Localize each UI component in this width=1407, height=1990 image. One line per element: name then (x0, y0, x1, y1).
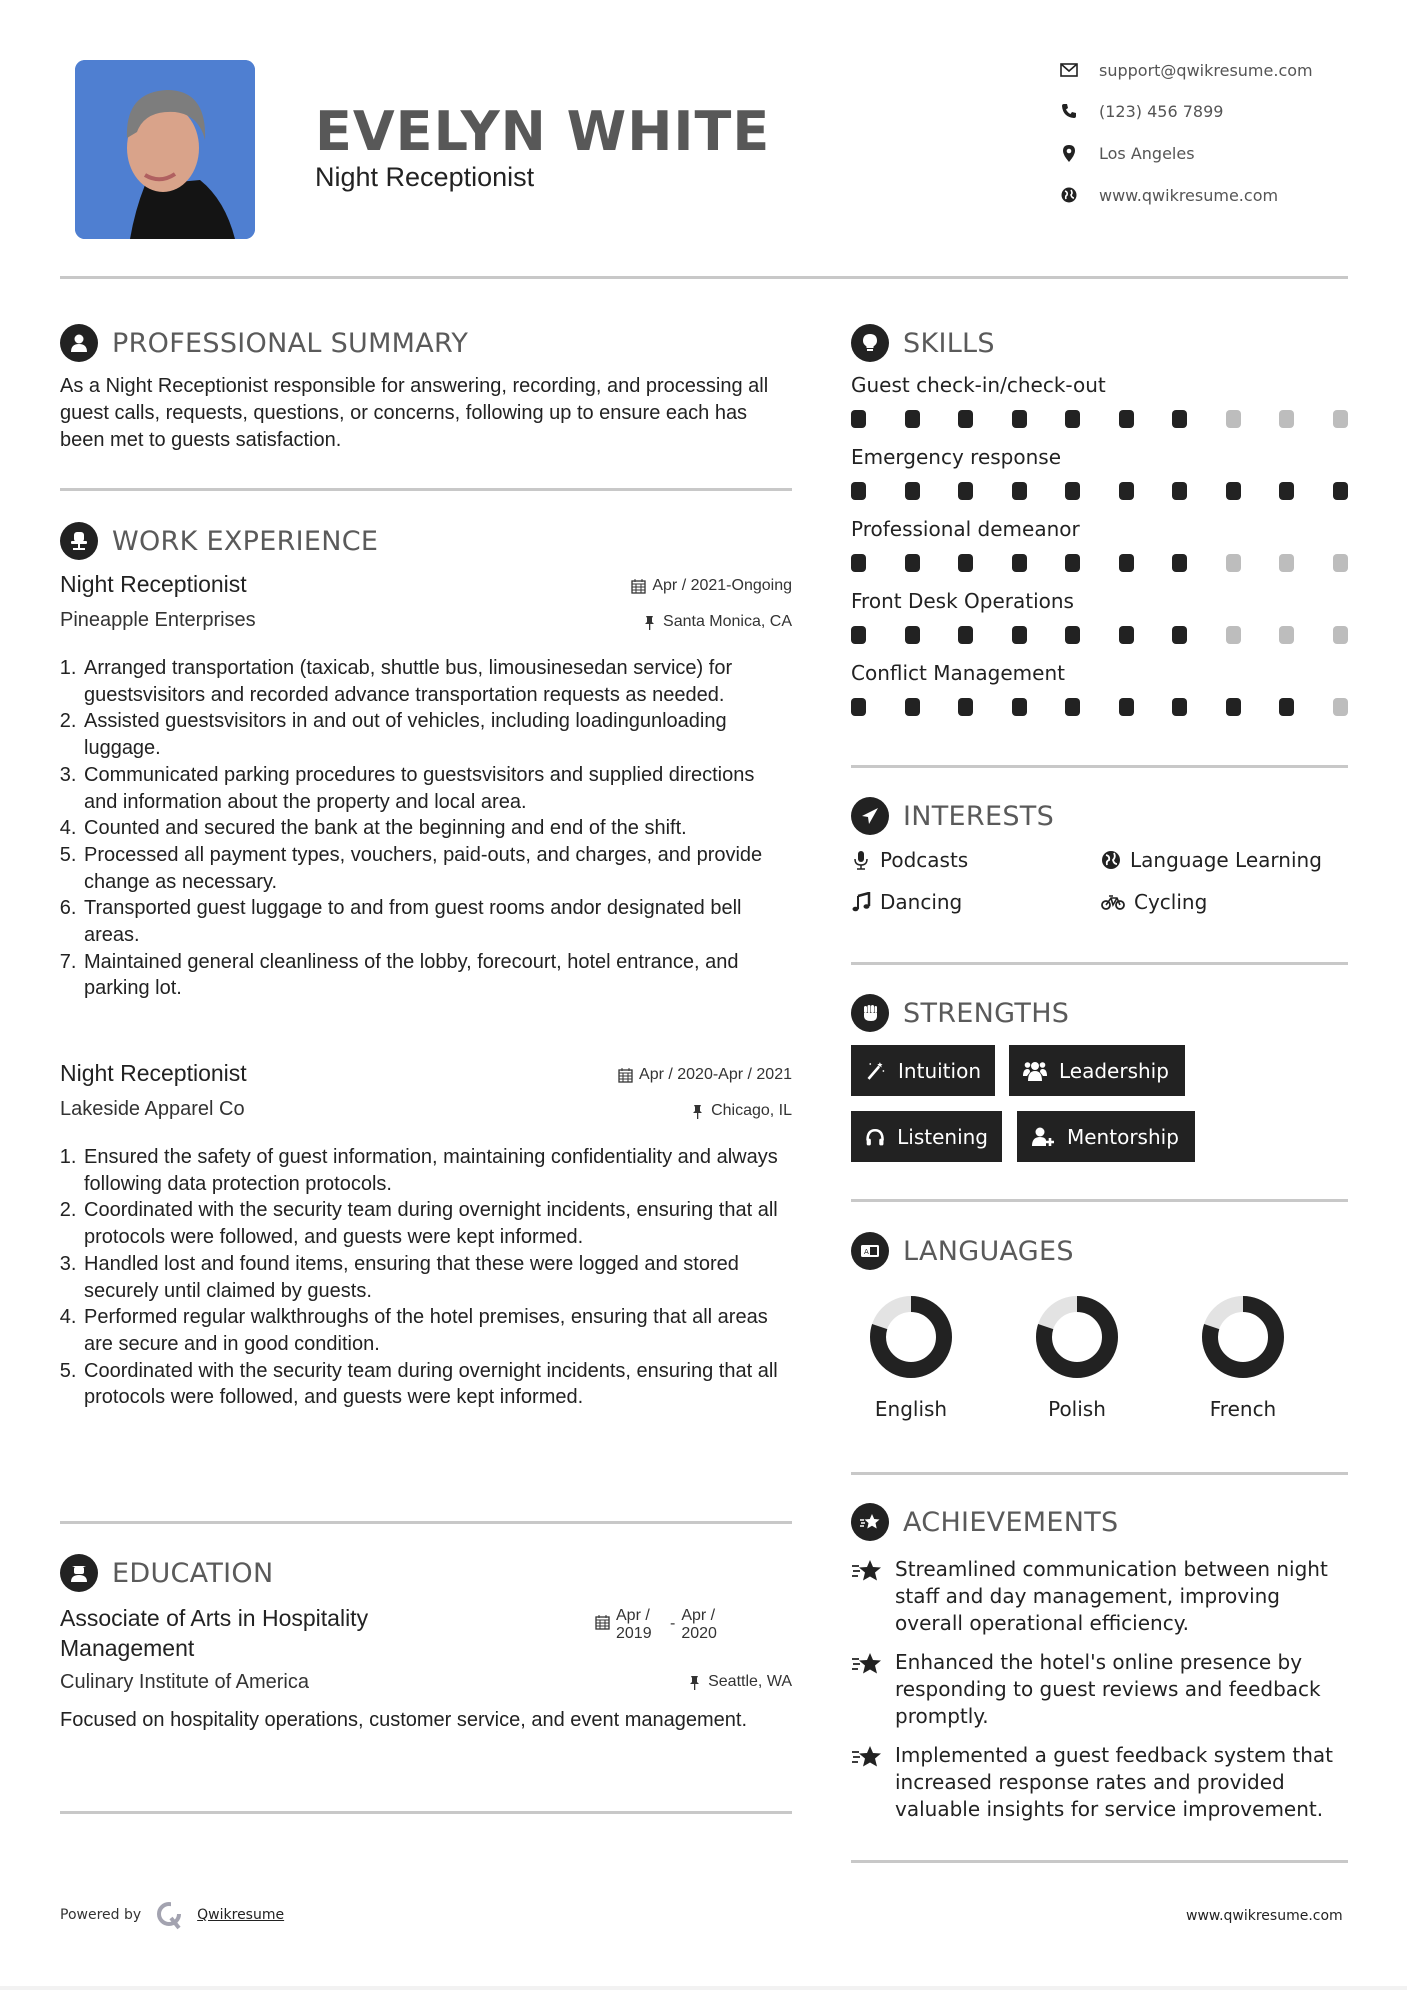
interest-item: Language Learning (1101, 848, 1348, 872)
users-icon (1023, 1060, 1047, 1082)
job-title: Night Receptionist (60, 1060, 247, 1086)
rating-dot-filled (1065, 410, 1080, 428)
calendar-icon (595, 1615, 610, 1630)
skills-list (851, 373, 1348, 716)
map-marker-icon (1058, 143, 1080, 163)
summary-section (60, 323, 792, 454)
rating-dot-filled (958, 698, 973, 716)
footer-powered-by: Powered by Qwikresume (60, 1900, 284, 1930)
rating-dot-filled (958, 626, 973, 644)
rating-dot-filled (851, 410, 866, 428)
graduate-icon (60, 1554, 98, 1592)
achievement-item: Streamlined communication between night staff and day management, improving overall operational efficiency. (851, 1556, 1348, 1637)
rating-dot-filled (1333, 482, 1348, 500)
summary-divider (60, 488, 792, 491)
skill-label: Conflict Management (851, 661, 1065, 685)
job-bullets (60, 1144, 792, 1411)
skills-header (851, 323, 1348, 363)
section-title: INTERESTS (903, 800, 1055, 832)
achievement-item: Enhanced the hotel's online presence by responding to guest reviews and feedback promptly. (851, 1649, 1348, 1730)
shooting-star-icon (851, 1651, 883, 1677)
rating-dot-filled (1012, 554, 1027, 572)
contact-phone[interactable]: (123) 456 7899 (1058, 99, 1223, 123)
list-item: 7. Maintained general cleanliness of the lobby, forecourt, hotel entrance, and parking lot. (82, 949, 792, 1002)
thumbtack-icon (642, 615, 657, 630)
languages-header (851, 1231, 1348, 1271)
contact-location: Los Angeles (1058, 141, 1195, 165)
footer-website[interactable]: www.qwikresume.com (1186, 1908, 1343, 1924)
list-item: 5. Processed all payment types, vouchers, paid-outs, and charges, and provide change as necessary. (82, 842, 792, 895)
list-item: 4. Counted and secured the bank at the beginning and end of the shift. (82, 815, 792, 842)
rating-dot-filled (1065, 482, 1080, 500)
strengths-divider (851, 1199, 1348, 1202)
degree-title: Associate of Arts in Hospitality Management (60, 1605, 369, 1661)
skill-rating (851, 482, 1348, 500)
qwikresume-logo-icon (155, 1900, 185, 1930)
rating-dot-empty (1333, 410, 1348, 428)
rating-dot-filled (905, 482, 920, 500)
job-dates: Apr / 2021-Ongoing (631, 577, 792, 595)
skill-label: Emergency response (851, 445, 1061, 469)
job-entry-header (60, 1060, 792, 1128)
list-item: 6. Transported guest luggage to and from guest rooms andor designated bell areas. (82, 895, 792, 948)
rating-dot-filled (1065, 554, 1080, 572)
strength-tag: Listening (851, 1111, 1002, 1162)
portrait-image (75, 60, 255, 239)
section-title: ACHIEVEMENTS (903, 1506, 1119, 1538)
user-icon (60, 324, 98, 362)
languages-section (851, 1231, 1348, 1421)
rating-dot-filled (851, 554, 866, 572)
rating-dot-empty (1226, 410, 1241, 428)
candidate-name: EVELYN WHITE (315, 100, 771, 163)
list-item: 2. Coordinated with the security team during overnight incidents, ensuring that all protocols were followed, and guests were kept informed. (82, 1197, 792, 1250)
contact-website[interactable]: www.qwikresume.com (1058, 183, 1278, 207)
list-item: 5. Coordinated with the security team during overnight incidents, ensuring that all protocols were followed, and guests were kept informed. (82, 1358, 792, 1411)
rating-dot-empty (1226, 626, 1241, 644)
section-title: EDUCATION (112, 1557, 274, 1589)
section-title: LANGUAGES (903, 1235, 1074, 1267)
rating-dot-empty (1333, 626, 1348, 644)
bicycle-icon (1101, 892, 1125, 912)
rating-dot-filled (905, 554, 920, 572)
skill-item (851, 589, 1348, 644)
rating-dot-empty (1333, 698, 1348, 716)
rating-dot-filled (1012, 410, 1027, 428)
language-donut-chart (1201, 1295, 1285, 1379)
list-item: 1. Arranged transportation (taxicab, shuttle bus, limousinesedan service) for guestsvisitors and recorded advance transportation requests as needed. (82, 655, 792, 708)
user-plus-icon (1031, 1126, 1055, 1148)
calendar-icon (631, 579, 646, 594)
job-entry-header (60, 571, 792, 639)
skill-label: Front Desk Operations (851, 589, 1074, 613)
list-item: 3. Communicated parking procedures to guestsvisitors and supplied directions and information about the property and local area. (82, 762, 792, 815)
interest-item: Cycling (1101, 890, 1348, 914)
education-location: Seattle, WA (687, 1673, 792, 1691)
rating-dot-filled (1172, 698, 1187, 716)
globe-icon (1058, 185, 1080, 205)
thumbtack-icon (687, 1675, 702, 1690)
language-item (1183, 1295, 1303, 1421)
rating-dot-filled (1172, 554, 1187, 572)
rating-dot-empty (1333, 554, 1348, 572)
profile-photo (75, 60, 255, 239)
language-item (851, 1295, 971, 1421)
microphone-icon (851, 850, 871, 870)
strength-tag: Leadership (1009, 1045, 1185, 1096)
list-item: 2. Assisted guestsvisitors in and out of vehicles, including loadingunloading luggage. (82, 708, 792, 761)
qwikresume-link[interactable]: Qwikresume (197, 1907, 285, 1923)
rating-dot-filled (1226, 698, 1241, 716)
education-divider (60, 1811, 792, 1814)
rating-dot-filled (1012, 626, 1027, 644)
skill-rating (851, 698, 1348, 716)
section-title: STRENGTHS (903, 997, 1070, 1029)
lightbulb-icon (851, 324, 889, 362)
education-dates: Apr / 2019 - Apr / 2020 (595, 1607, 721, 1643)
language-donut-chart (1035, 1295, 1119, 1379)
rating-dot-filled (1172, 410, 1187, 428)
rating-dot-filled (851, 482, 866, 500)
rating-dot-filled (1119, 410, 1134, 428)
section-title: PROFESSIONAL SUMMARY (112, 327, 469, 359)
candidate-title: Night Receptionist (315, 162, 535, 192)
rating-dot-filled (1065, 626, 1080, 644)
svg-text:A: A (864, 1248, 869, 1256)
language-label: English (874, 1397, 948, 1421)
shooting-star-icon (851, 1744, 883, 1770)
languages-divider (851, 1472, 1348, 1475)
header-divider (60, 276, 1348, 279)
language-label: Polish (1048, 1397, 1106, 1421)
skill-item (851, 373, 1348, 428)
rating-dot-filled (958, 482, 973, 500)
rating-dot-filled (1065, 698, 1080, 716)
rating-dot-filled (1119, 626, 1134, 644)
job-location: Chicago, IL (690, 1102, 792, 1120)
rating-dot-filled (1119, 482, 1134, 500)
rating-dot-filled (905, 698, 920, 716)
magic-wand-icon (865, 1060, 886, 1082)
rating-dot-filled (1279, 482, 1294, 500)
rating-dot-empty (1279, 626, 1294, 644)
shooting-star-icon (851, 1503, 889, 1541)
translate-icon (851, 1232, 889, 1270)
rating-dot-filled (851, 626, 866, 644)
skills-section (851, 323, 1348, 716)
job-bullets (60, 655, 792, 1002)
page-bottom-edge (0, 1986, 1407, 1990)
calendar-icon (618, 1068, 633, 1083)
paper-plane-icon (851, 797, 889, 835)
rating-dot-filled (905, 626, 920, 644)
skills-divider (851, 765, 1348, 768)
rating-dot-filled (958, 410, 973, 428)
interests-grid (851, 848, 1348, 914)
summary-header (60, 323, 792, 363)
skill-rating (851, 410, 1348, 428)
office-chair-icon (60, 522, 98, 560)
strengths-header (851, 993, 1348, 1033)
music-note-icon (851, 892, 871, 912)
languages-list (851, 1295, 1348, 1421)
achievements-header (851, 1502, 1348, 1542)
skill-rating (851, 626, 1348, 644)
section-title: WORK EXPERIENCE (112, 525, 379, 557)
job-company: Pineapple Enterprises (60, 609, 256, 631)
job-location: Santa Monica, CA (642, 613, 792, 631)
rating-dot-filled (851, 698, 866, 716)
list-item: 3. Handled lost and found items, ensuring that these were logged and stored securely until claimed by guests. (82, 1251, 792, 1304)
interests-header (851, 796, 1348, 836)
strengths-row-1 (851, 1045, 1348, 1096)
thumbtack-icon (690, 1104, 705, 1119)
shooting-star-icon (851, 1558, 883, 1584)
work-experience-header (60, 521, 792, 561)
skill-item (851, 661, 1348, 716)
rating-dot-filled (1279, 698, 1294, 716)
achievements-section (851, 1502, 1348, 1823)
work-experience-section (60, 521, 792, 1002)
achievements-list (851, 1556, 1348, 1823)
experience-divider (60, 1521, 792, 1524)
rating-dot-filled (1172, 482, 1187, 500)
headphones-icon (865, 1126, 885, 1148)
rating-dot-filled (1012, 482, 1027, 500)
rating-dot-empty (1279, 554, 1294, 572)
rating-dot-filled (958, 554, 973, 572)
job-company: Lakeside Apparel Co (60, 1098, 245, 1120)
phone-icon (1058, 101, 1080, 121)
skill-rating (851, 554, 1348, 572)
fist-icon (851, 994, 889, 1032)
education-header (60, 1553, 792, 1593)
section-title: SKILLS (903, 327, 995, 359)
language-label: French (1209, 1397, 1277, 1421)
education-section (60, 1553, 792, 1755)
education-description: Focused on hospitality operations, customer service, and event management. (60, 1709, 748, 1731)
education-entry (60, 1603, 792, 1755)
strengths-row-2 (851, 1111, 1348, 1162)
rating-dot-empty (1279, 410, 1294, 428)
rating-dot-filled (905, 410, 920, 428)
list-item: 1. Ensured the safety of guest information, maintaining confidentiality and always following data protection protocols. (82, 1144, 792, 1197)
achievement-item: Implemented a guest feedback system that increased response rates and provided valuable insights for service improvement. (851, 1742, 1348, 1823)
rating-dot-empty (1226, 554, 1241, 572)
skill-item (851, 445, 1348, 500)
language-item (1017, 1295, 1137, 1421)
job-title: Night Receptionist (60, 571, 247, 597)
school-name: Culinary Institute of America (60, 1671, 309, 1693)
interests-section (851, 796, 1348, 914)
rating-dot-filled (1172, 626, 1187, 644)
strength-tag: Mentorship (1017, 1111, 1195, 1162)
summary-text: As a Night Receptionist responsible for answering, recording, and processing all guest calls, requests, questions, or concerns, following up to ensure each has been met to guests satisfaction. (60, 375, 769, 451)
strengths-section (851, 993, 1348, 1162)
language-donut-chart (869, 1295, 953, 1379)
interest-item: Podcasts (851, 848, 1101, 872)
job-dates: Apr / 2020-Apr / 2021 (618, 1066, 792, 1084)
list-item: 4. Performed regular walkthroughs of the hotel premises, ensuring that all areas are secure and in good condition. (82, 1304, 792, 1357)
contact-email[interactable]: support@qwikresume.com (1058, 58, 1313, 82)
envelope-icon (1058, 60, 1080, 80)
interests-divider (851, 962, 1348, 965)
rating-dot-filled (1012, 698, 1027, 716)
strength-tag: Intuition (851, 1045, 995, 1096)
skill-item (851, 517, 1348, 572)
job-entry-2 (60, 1060, 792, 1411)
skill-label: Guest check-in/check-out (851, 373, 1106, 397)
interest-item: Dancing (851, 890, 1101, 914)
rating-dot-filled (1119, 698, 1134, 716)
rating-dot-filled (1226, 482, 1241, 500)
rating-dot-filled (1119, 554, 1134, 572)
achievements-divider (851, 1860, 1348, 1863)
skill-label: Professional demeanor (851, 517, 1080, 541)
globe-icon (1101, 850, 1121, 870)
